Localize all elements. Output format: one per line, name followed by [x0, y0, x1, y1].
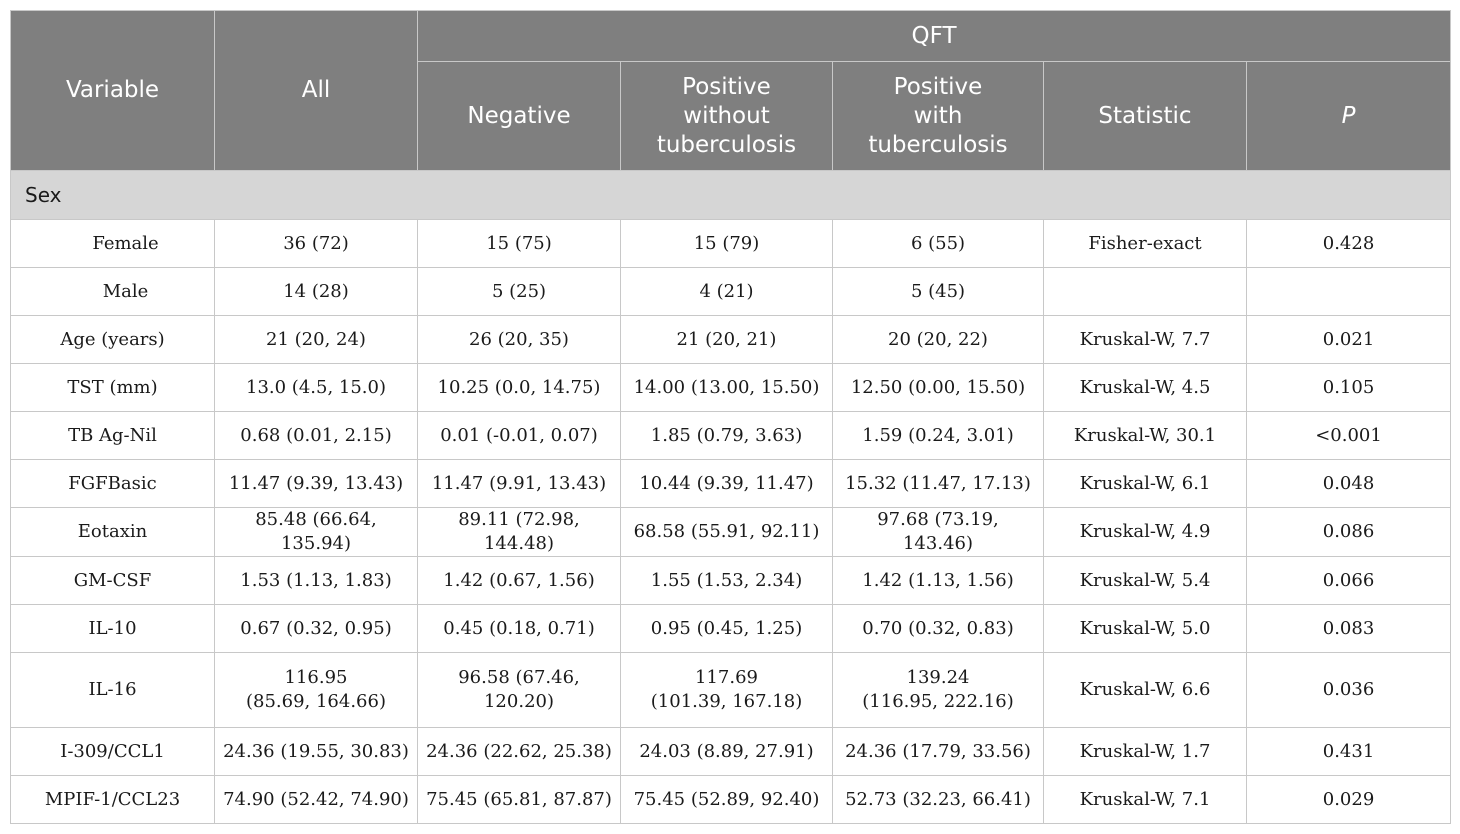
table-row [11, 220, 1451, 268]
header-all: All [215, 11, 418, 171]
table-row [11, 460, 1451, 508]
cell-variable: GM-CSF [11, 557, 215, 605]
header-variable: Variable [11, 11, 215, 171]
cell-variable: FGFBasic [11, 460, 215, 508]
table-row [11, 508, 1451, 557]
cell-positive-with-tb [833, 364, 1044, 412]
cell-variable: TB Ag-Nil [11, 412, 215, 460]
cell-negative [418, 412, 621, 460]
header-positive-with-tb [833, 62, 1044, 171]
header-line: tuberculosis [868, 131, 1008, 158]
cell-all [215, 557, 418, 605]
cell-positive-without-tb [621, 508, 833, 557]
cell-line: 5 (25) [491, 280, 547, 302]
cell-variable: IL-10 [11, 605, 215, 653]
header-line: Positive [682, 73, 771, 100]
cell-line: 10.44 (9.39, 11.47) [639, 472, 814, 494]
table-row [11, 653, 1451, 728]
cell-p-value [1247, 268, 1451, 316]
header-positive-without-tb [621, 62, 833, 171]
cell-positive-without-tb [621, 220, 833, 268]
cell-line: 74.90 (52.42, 74.90) [223, 788, 409, 810]
cell-line: 24.36 (22.62, 25.38) [426, 740, 612, 762]
cell-variable: Age (years) [11, 316, 215, 364]
header-negative: Negative [418, 62, 621, 171]
cell-line: 1.42 (1.13, 1.56) [862, 569, 1014, 591]
cell-positive-with-tb [833, 412, 1044, 460]
cell-statistic: Kruskal-W, 30.1 [1044, 412, 1247, 460]
cell-line: 1.55 (1.53, 2.34) [650, 569, 803, 591]
table-row [11, 557, 1451, 605]
cell-statistic: Kruskal-W, 1.7 [1044, 728, 1247, 776]
cell-positive-without-tb [621, 316, 833, 364]
header-line: Positive [893, 73, 983, 100]
cell-negative [418, 776, 621, 824]
header-qft-group: QFT [418, 11, 1451, 62]
cell-positive-with-tb [833, 653, 1044, 728]
cell-line: 10.25 (0.0, 14.75) [437, 376, 601, 398]
cell-negative [418, 508, 621, 557]
cell-negative [418, 653, 621, 728]
cell-line: 68.58 (55.91, 92.11) [633, 521, 820, 542]
cell-line: 5 (45) [910, 280, 966, 302]
cell-line: 14.00 (13.00, 15.50) [633, 376, 820, 398]
cell-line: 96.58 (67.46, 120.20) [458, 667, 580, 712]
cell-line: 52.73 (32.23, 66.41) [845, 788, 1031, 810]
cell-positive-with-tb [833, 508, 1044, 557]
cell-line: 1.59 (0.24, 3.01) [862, 424, 1014, 446]
cell-positive-with-tb [833, 605, 1044, 653]
cell-p-value: 0.428 [1247, 220, 1451, 268]
cell-positive-without-tb [621, 776, 833, 824]
table-row [11, 776, 1451, 824]
cell-negative [418, 557, 621, 605]
cell-positive-without-tb [621, 605, 833, 653]
cell-statistic: Kruskal-W, 4.9 [1044, 508, 1247, 557]
cell-line: 6 (55) [910, 232, 966, 254]
cell-positive-without-tb [621, 728, 833, 776]
cell-p-value: 0.066 [1247, 557, 1451, 605]
cell-statistic: Kruskal-W, 5.4 [1044, 557, 1247, 605]
cell-variable: TST (mm) [11, 364, 215, 412]
table-row [11, 316, 1451, 364]
cell-positive-with-tb [833, 557, 1044, 605]
section-row [11, 171, 1451, 220]
cell-all [215, 460, 418, 508]
cell-all [215, 653, 418, 728]
cell-p-value: 0.086 [1247, 508, 1451, 557]
header-statistic: Statistic [1044, 62, 1247, 171]
cell-line: 24.03 (8.89, 27.91) [639, 740, 814, 762]
cell-p-value: 0.431 [1247, 728, 1451, 776]
results-table [10, 10, 1451, 824]
cell-line: 117.69 [695, 667, 758, 688]
cell-line: 0.01 (-0.01, 0.07) [440, 424, 598, 446]
table-row [11, 268, 1451, 316]
table-body [11, 171, 1451, 824]
cell-statistic: Fisher-exact [1044, 220, 1247, 268]
cell-line: 26 (20, 35) [469, 328, 569, 350]
cell-all [215, 776, 418, 824]
cell-variable: Eotaxin [11, 508, 215, 557]
cell-line: 12.50 (0.00, 15.50) [850, 376, 1026, 398]
cell-positive-with-tb [833, 268, 1044, 316]
cell-all [215, 220, 418, 268]
cell-all [215, 268, 418, 316]
table-row [11, 412, 1451, 460]
cell-positive-without-tb [621, 412, 833, 460]
cell-all [215, 605, 418, 653]
cell-p-value: 0.021 [1247, 316, 1451, 364]
cell-all [215, 364, 418, 412]
cell-negative [418, 364, 621, 412]
cell-line: 21 (20, 24) [266, 328, 366, 350]
cell-line: 13.0 (4.5, 15.0) [246, 376, 386, 398]
cell-positive-without-tb [621, 364, 833, 412]
cell-variable: IL-16 [11, 653, 215, 728]
cell-positive-with-tb [833, 316, 1044, 364]
cell-line: 36 (72) [283, 232, 349, 254]
cell-statistic: Kruskal-W, 4.5 [1044, 364, 1247, 412]
cell-line: 11.47 (9.39, 13.43) [228, 472, 404, 494]
table-row [11, 364, 1451, 412]
cell-statistic: Kruskal-W, 6.6 [1044, 653, 1247, 728]
cell-negative [418, 460, 621, 508]
cell-positive-with-tb [833, 460, 1044, 508]
cell-line: 0.68 (0.01, 2.15) [240, 424, 392, 446]
cell-line: 1.85 (0.79, 3.63) [650, 424, 803, 446]
cell-p-value: 0.105 [1247, 364, 1451, 412]
cell-positive-with-tb [833, 728, 1044, 776]
cell-statistic: Kruskal-W, 7.7 [1044, 316, 1247, 364]
cell-negative [418, 728, 621, 776]
cell-statistic: Kruskal-W, 5.0 [1044, 605, 1247, 653]
cell-variable: Male [11, 268, 215, 316]
cell-line: 75.45 (52.89, 92.40) [633, 788, 820, 810]
cell-all [215, 508, 418, 557]
cell-variable: I-309/CCL1 [11, 728, 215, 776]
cell-negative [418, 316, 621, 364]
cell-variable: Female [11, 220, 215, 268]
cell-positive-with-tb [833, 220, 1044, 268]
cell-line: 0.45 (0.18, 0.71) [443, 617, 595, 639]
cell-variable: MPIF-1/CCL23 [11, 776, 215, 824]
cell-line: (85.69, 164.66) [245, 691, 386, 712]
cell-positive-with-tb [833, 776, 1044, 824]
cell-positive-without-tb [621, 557, 833, 605]
cell-line: 14 (28) [283, 280, 349, 302]
cell-line: 1.42 (0.67, 1.56) [443, 569, 595, 591]
cell-line: 0.70 (0.32, 0.83) [862, 617, 1014, 639]
cell-line: 75.45 (65.81, 87.87) [426, 788, 612, 810]
cell-line: 21 (20, 21) [676, 328, 777, 350]
cell-p-value: 0.083 [1247, 605, 1451, 653]
cell-line: (101.39, 167.18) [650, 691, 803, 712]
cell-all [215, 412, 418, 460]
cell-line: 89.11 (72.98, 144.48) [458, 509, 580, 554]
cell-p-value: 0.029 [1247, 776, 1451, 824]
cell-line: 1.53 (1.13, 1.83) [240, 569, 392, 591]
cell-statistic: Kruskal-W, 6.1 [1044, 460, 1247, 508]
cell-statistic: Kruskal-W, 7.1 [1044, 776, 1247, 824]
table-row [11, 728, 1451, 776]
cell-line: 15.32 (11.47, 17.13) [845, 472, 1031, 494]
cell-negative [418, 220, 621, 268]
cell-p-value: 0.036 [1247, 653, 1451, 728]
cell-line: 116.95 [284, 667, 348, 688]
cell-all [215, 728, 418, 776]
cell-all [215, 316, 418, 364]
cell-line: 24.36 (19.55, 30.83) [223, 740, 409, 762]
cell-line: 139.24 [906, 667, 970, 688]
cell-p-value: <0.001 [1247, 412, 1451, 460]
cell-positive-without-tb [621, 460, 833, 508]
header-line: without [683, 102, 770, 129]
cell-line: 15 (79) [693, 232, 760, 254]
cell-positive-without-tb [621, 268, 833, 316]
cell-line: 20 (20, 22) [888, 328, 988, 350]
cell-negative [418, 605, 621, 653]
cell-statistic [1044, 268, 1247, 316]
table-row [11, 605, 1451, 653]
results-table-container [10, 10, 1450, 824]
header-p-value: P [1247, 62, 1451, 171]
header-line: tuberculosis [656, 131, 797, 158]
cell-line: 11.47 (9.91, 13.43) [431, 472, 607, 494]
cell-line: 4 (21) [699, 280, 754, 302]
cell-line: 15 (75) [486, 232, 552, 254]
cell-line: (116.95, 222.16) [862, 691, 1014, 712]
cell-negative [418, 268, 621, 316]
header-line: with [913, 102, 963, 129]
cell-line: 0.67 (0.32, 0.95) [240, 617, 392, 639]
cell-p-value: 0.048 [1247, 460, 1451, 508]
cell-line: 97.68 (73.19, 143.46) [877, 509, 999, 554]
section-label-sex: Sex [11, 171, 1451, 220]
cell-line: 24.36 (17.79, 33.56) [845, 740, 1031, 762]
cell-line: 0.95 (0.45, 1.25) [650, 617, 803, 639]
table-header [11, 11, 1451, 171]
cell-line: 85.48 (66.64, 135.94) [255, 509, 377, 554]
cell-positive-without-tb [621, 653, 833, 728]
